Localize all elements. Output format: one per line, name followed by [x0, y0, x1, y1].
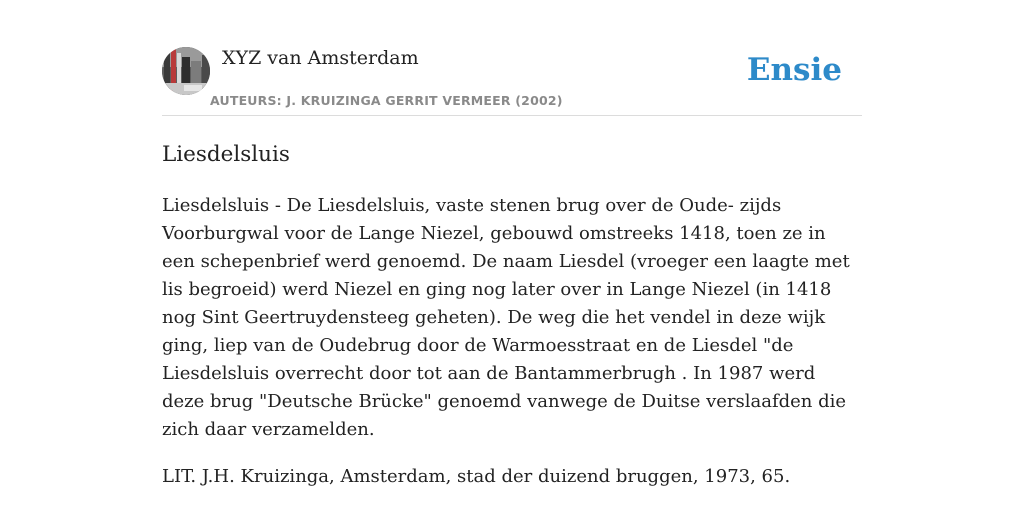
- article-card: [162, 46, 862, 491]
- article-title: Liesdelsluis: [162, 142, 290, 167]
- source-avatar[interactable]: [162, 47, 210, 95]
- amsterdam-canal-photo-icon: [162, 47, 210, 95]
- article-header: [162, 46, 862, 116]
- article-body: Liesdelsluis - De Liesdelsluis, vaste stenen brug over de Oude- zijds Voorburgwal voor de Lange Niezel, gebouwd omstreeks 1418, toen ze in een schepenbrief werd genoemd. De naam Liesdel (vroeger een laagte met lis begroeid) werd Niezel en ging nog later over in Lange Niezel (in 1418 nog Sint Geertruydensteeg geheten). De weg die het vendel in deze wijk ging, liep van de Oudebrug door de Warmoesstraat en de Liesdel "de Liesdelsluis overrecht door tot aan de Bantammerbrugh . In 1987 werd deze brug "Deutsche Brücke" genoemd vanwege de Duitse verslaafden die zich daar verzamelden.: [162, 195, 850, 440]
- authors-label: AUTEURS: J. KRUIZINGA GERRIT VERMEER (2002): [210, 93, 563, 108]
- ensie-logo[interactable]: Ensie: [746, 52, 842, 88]
- source-name-link[interactable]: XYZ van Amsterdam: [222, 47, 419, 69]
- literature-reference: LIT. J.H. Kruizinga, Amsterdam, stad der duizend bruggen, 1973, 65.: [162, 466, 791, 487]
